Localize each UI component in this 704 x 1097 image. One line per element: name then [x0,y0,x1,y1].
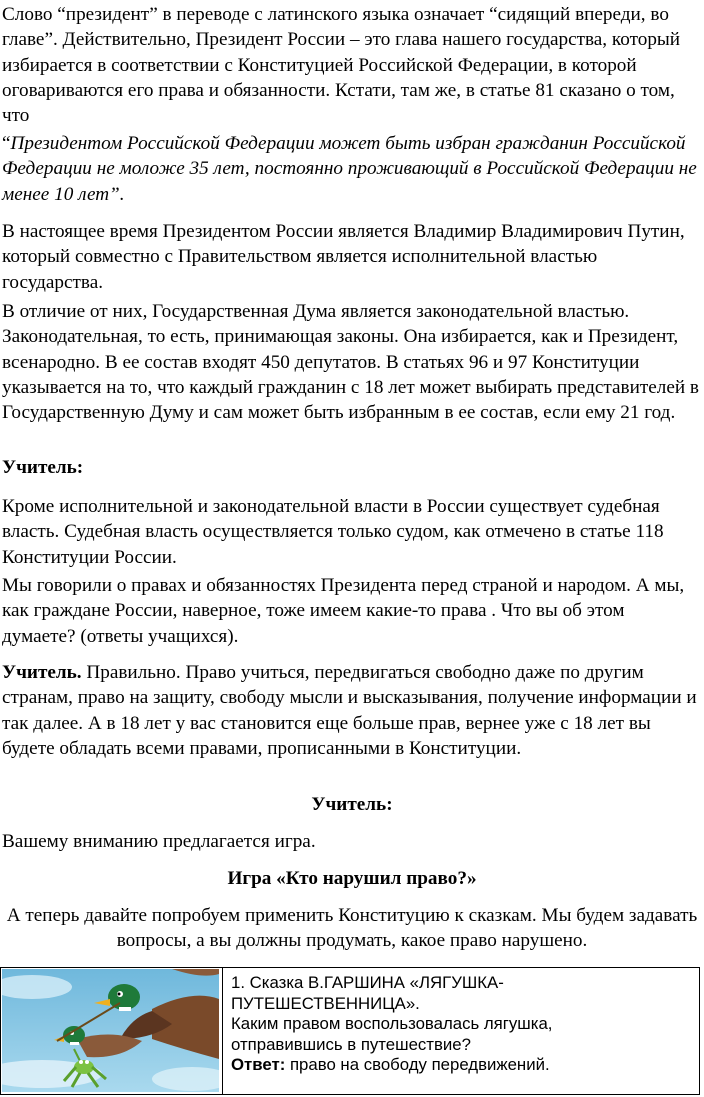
teacher-rights-text: Правильно. Право учиться, передвигаться свободно даже по другим странам, право на защиту, свободу мысли и высказывания, получение информации и так далее. А в 18 лет у вас становится еще больше прав, вернее уже с 18 лет вы будете обладать всеми правами, прописанными в Конституции. [2,662,697,759]
fairy-tale-question-cell [231,973,691,1076]
teacher-label-3: Учитель: [311,794,393,815]
constitution-quote [2,131,702,207]
paragraph-rights-discussion: Мы говорили о правах и обязанностях Президента перед страной и народом. А мы, как граждане России, наверное, тоже имеем какие-то права . Что вы об этом думаете? (ответы учащихся). [2,575,685,647]
tale-title-line2: ПУТЕШЕСТВЕННИЦА». [231,993,420,1013]
teacher-label-1: Учитель: [2,457,84,478]
quote-open-mark: “ [2,133,11,154]
answer-label: Ответ: [231,1055,286,1074]
cartoon-illustration-svg [2,969,219,1092]
duck-collar-right [119,1007,131,1011]
answer-line [231,1055,691,1076]
fairy-tale-table [0,967,700,1095]
game-title: Игра «Кто нарушил право?» [227,868,477,889]
frog-ducks-illustration [2,969,219,1092]
question-line2: отправившись в путешествие? [231,1034,471,1054]
paragraph-game-instructions: А теперь давайте попробуем применить Конституцию к сказкам. Мы будем задавать вопросы, а вы должны продумать, какое право нарушено. [6,905,698,952]
paragraph-teacher-rights [2,660,702,761]
paragraph-game-intro: Вашему вниманию предлагается игра. [2,831,316,852]
paragraph-president-meaning: Слово “президент” в переводе с латинского языка означает “сидящий впереди, во главе”. Действительно, Президент России – это глава нашего государства, который избирается в соответствии с Конституцией Российской Федерации, в которой оговариваются его права и обязанности. Кстати, там же, в статье 81 сказано о том, что [2,4,681,127]
quote-text: Президентом Российской Федерации может быть избран гражданин Российской Федерации не моложе 35 лет, постоянно проживающий в Российской Федерации не менее 10 лет”. [2,133,697,205]
answer-text: право на свободу передвижений. [285,1055,550,1074]
paragraph-current-president: В настоящее время Президентом России является Владимир Владимирович Путин, который совместно с Правительством является исполнительной властью государства. [2,221,685,293]
table-divider [222,968,223,1094]
frog-body [74,1060,94,1074]
tale-title-line1: 1. Сказка В.ГАРШИНА «ЛЯГУШКА- [231,973,504,992]
paragraph-state-duma: В отличие от них, Государственная Дума является законодательной властью. Законодательная, то есть, принимающая законы. Она избирается, как и Президент, всенародно. В ее состав входят 450 депутатов. В статьях 96 и 97 Конституции указывается на то, что каждый гражданин с 18 лет может выбирать представителей в Государственную Думу и сам может быть избранным в ее состав, если ему 21 год. [2,301,699,424]
teacher-label-2: Учитель. [2,662,82,683]
duck-head-right [108,984,140,1010]
paragraph-judicial-power: Кроме исполнительной и законодательной власти в России существует судебная власть. Судебная власть осуществляется только судом, как отмечено в статье 118 Конституции России. [2,496,664,568]
question-line1: Каким правом воспользовалась лягушка, [231,1014,553,1033]
